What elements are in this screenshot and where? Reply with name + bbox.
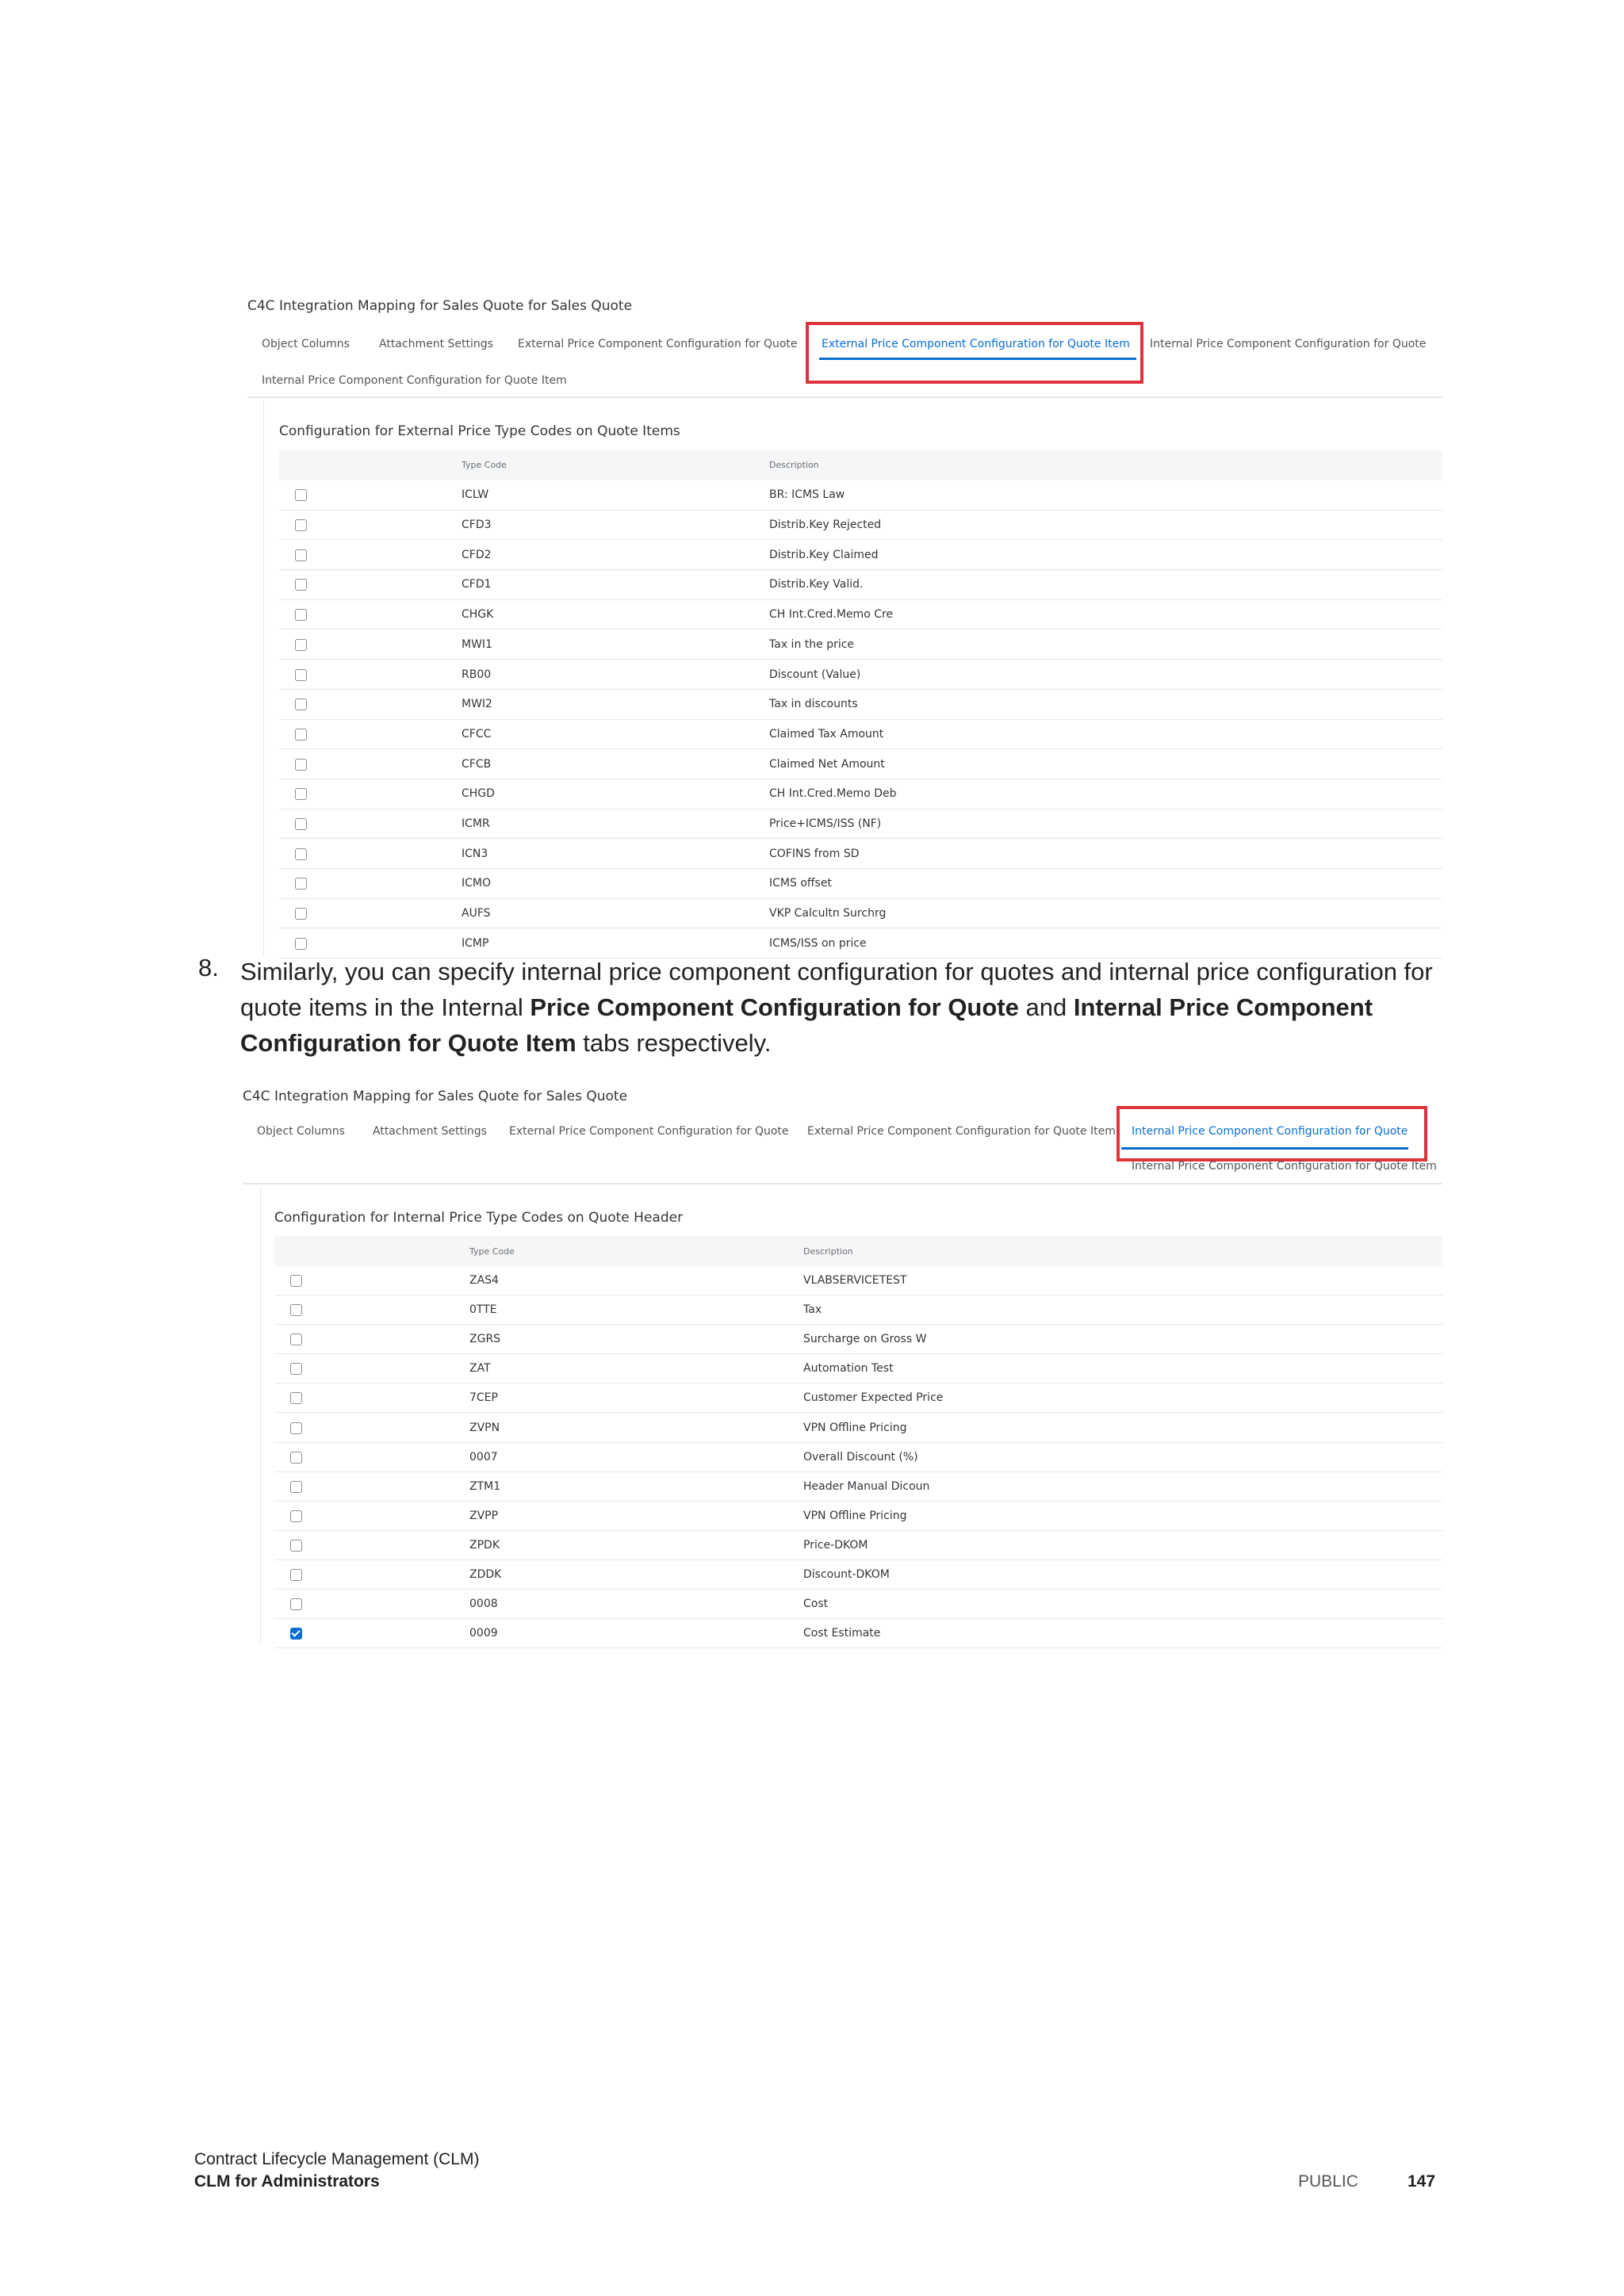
description-cell: COFINS from SD xyxy=(769,847,860,860)
description-cell: Tax xyxy=(803,1303,822,1317)
type-code-cell: 0009 xyxy=(469,1627,498,1640)
row-checkbox[interactable] xyxy=(295,609,307,621)
description-cell: BR: ICMS Law xyxy=(769,488,845,502)
tab-external-price-quote[interactable]: External Price Component Configuration for Quote xyxy=(509,1125,789,1138)
description-cell: CH Int.Cred.Memo Cre xyxy=(769,608,894,622)
highlight-box xyxy=(1116,1106,1427,1161)
row-checkbox[interactable] xyxy=(290,1452,302,1464)
row-checkbox[interactable] xyxy=(295,848,307,860)
description-cell: Distrib.Key Claimed xyxy=(769,548,879,561)
table-header xyxy=(279,450,1442,480)
type-code-cell: CFCB xyxy=(462,757,492,771)
table-row[interactable] xyxy=(274,1502,1442,1531)
row-checkbox[interactable] xyxy=(295,788,307,800)
row-checkbox[interactable] xyxy=(295,698,307,710)
row-checkbox[interactable] xyxy=(295,549,307,561)
type-code-cell: ICN3 xyxy=(462,847,488,860)
footer-page-number: 147 xyxy=(1408,2172,1436,2191)
row-checkbox[interactable] xyxy=(295,908,307,920)
panel-left-border xyxy=(263,400,264,955)
table-row[interactable] xyxy=(274,1325,1442,1354)
type-code-cell: ZVPN xyxy=(469,1421,500,1434)
table-row[interactable] xyxy=(274,1354,1442,1383)
type-code-cell: 7CEP xyxy=(469,1391,498,1405)
description-cell: Price+ICMS/ISS (NF) xyxy=(769,817,882,831)
type-code-cell: CFD1 xyxy=(462,578,492,591)
type-code-cell: 0TTE xyxy=(469,1303,497,1317)
panel-left-border xyxy=(260,1187,261,1643)
type-code-cell: CFD2 xyxy=(462,548,492,561)
row-checkbox[interactable] xyxy=(295,519,307,531)
description-cell: Cost xyxy=(803,1598,829,1611)
tab-attachment-settings[interactable]: Attachment Settings xyxy=(373,1125,487,1138)
tab-external-price-quote-item[interactable]: External Price Component Configuration for Quote Item xyxy=(807,1125,1116,1138)
description-cell: Price-DKOM xyxy=(803,1538,868,1552)
row-checkbox[interactable] xyxy=(290,1304,302,1316)
row-checkbox[interactable] xyxy=(290,1598,302,1610)
description-cell: ICMS offset xyxy=(769,877,832,890)
row-checkbox[interactable] xyxy=(290,1628,302,1640)
column-header-description: Description xyxy=(803,1246,853,1257)
table-row[interactable] xyxy=(274,1443,1442,1472)
description-cell: VPN Offline Pricing xyxy=(803,1421,907,1434)
type-code-cell: ZAS4 xyxy=(469,1274,499,1288)
description-cell: Claimed Net Amount xyxy=(769,757,885,771)
description-cell: Surcharge on Gross W xyxy=(803,1333,927,1346)
row-checkbox[interactable] xyxy=(295,669,307,681)
description-cell: Header Manual Dicoun xyxy=(803,1479,930,1493)
table-row[interactable] xyxy=(279,690,1442,720)
table-row[interactable] xyxy=(274,1414,1442,1443)
type-code-cell: ICMR xyxy=(462,817,490,831)
tab-internal-price-quote-item[interactable]: Internal Price Component Configuration for Quote Item xyxy=(262,374,567,387)
type-code-cell: ICMP xyxy=(462,936,489,950)
type-code-cell: ICLW xyxy=(462,488,489,502)
type-code-cell: ZAT xyxy=(469,1362,491,1376)
tab-bar-separator xyxy=(247,396,1442,398)
description-cell: Tax in discounts xyxy=(769,698,858,711)
row-checkbox[interactable] xyxy=(295,729,307,740)
type-code-cell: ZGRS xyxy=(469,1333,501,1346)
type-code-cell: CHGK xyxy=(462,608,494,622)
description-cell: Automation Test xyxy=(803,1362,894,1376)
table-row[interactable] xyxy=(274,1295,1442,1325)
description-cell: ICMS/ISS on price xyxy=(769,936,867,950)
tab-internal-price-quote[interactable]: Internal Price Component Configuration for Quote xyxy=(1132,1125,1408,1138)
description-cell: Claimed Tax Amount xyxy=(769,727,884,740)
row-checkbox[interactable] xyxy=(295,818,307,830)
type-code-cell: ZTM1 xyxy=(469,1479,501,1493)
table-row[interactable] xyxy=(279,720,1442,750)
column-header-type-code: Type Code xyxy=(462,460,507,470)
row-checkbox[interactable] xyxy=(295,639,307,651)
description-cell: Customer Expected Price xyxy=(803,1391,944,1405)
type-code-cell: CHGD xyxy=(462,787,495,801)
row-checkbox[interactable] xyxy=(290,1363,302,1375)
column-header-description: Description xyxy=(769,460,819,470)
description-cell: Overall Discount (%) xyxy=(803,1450,918,1464)
type-code-cell: ZVPP xyxy=(469,1509,499,1522)
type-code-cell: ICMO xyxy=(462,877,492,890)
table-row[interactable] xyxy=(279,540,1442,570)
row-checkbox[interactable] xyxy=(290,1422,302,1434)
tab-object-columns[interactable]: Object Columns xyxy=(262,338,350,350)
table-row[interactable] xyxy=(279,511,1442,541)
description-cell: Tax in the price xyxy=(769,637,855,651)
row-checkbox[interactable] xyxy=(290,1540,302,1552)
type-code-cell: CFCC xyxy=(462,727,492,740)
table-header xyxy=(274,1236,1442,1266)
column-header-type-code: Type Code xyxy=(469,1246,515,1257)
table-row[interactable] xyxy=(279,899,1442,929)
table-row[interactable] xyxy=(274,1590,1442,1619)
row-checkbox[interactable] xyxy=(290,1510,302,1522)
description-cell: Distrib.Key Rejected xyxy=(769,519,882,532)
description-cell: VLABSERVICETEST xyxy=(803,1274,907,1288)
row-checkbox[interactable] xyxy=(295,938,307,950)
tab-internal-price-quote-item[interactable]: Internal Price Component Configuration for Quote Item xyxy=(1132,1160,1437,1173)
tab-attachment-settings[interactable]: Attachment Settings xyxy=(379,338,493,350)
description-cell: Discount (Value) xyxy=(769,668,861,681)
table-row[interactable] xyxy=(279,839,1442,869)
row-checkbox[interactable] xyxy=(290,1481,302,1493)
table-row[interactable] xyxy=(279,600,1442,630)
type-code-cell: ZDDK xyxy=(469,1568,502,1582)
footer-section: CLM for Administrators xyxy=(194,2172,380,2191)
screen-title: C4C Integration Mapping for Sales Quote for Sales Quote xyxy=(247,298,633,314)
footer-classification: PUBLIC xyxy=(1298,2172,1358,2191)
table-row[interactable] xyxy=(274,1383,1442,1413)
tab-object-columns[interactable]: Object Columns xyxy=(257,1125,345,1138)
table-row[interactable] xyxy=(279,480,1442,511)
table-row[interactable] xyxy=(274,1472,1442,1502)
description-cell: Cost Estimate xyxy=(803,1627,881,1640)
table-row[interactable] xyxy=(279,630,1442,660)
bold-tab-name-1: Price Component Configuration for Quote xyxy=(530,993,1019,1021)
description-cell: VKP Calcultn Surchrg xyxy=(769,907,887,920)
row-checkbox[interactable] xyxy=(295,489,307,501)
row-checkbox[interactable] xyxy=(290,1275,302,1287)
highlight-box xyxy=(806,322,1143,384)
screen-title: C4C Integration Mapping for Sales Quote for Sales Quote xyxy=(243,1089,628,1104)
table-row[interactable] xyxy=(279,809,1442,840)
footer-doc-title: Contract Lifecycle Management (CLM) xyxy=(194,2150,480,2168)
type-code-cell: 0007 xyxy=(469,1450,498,1464)
table-row[interactable] xyxy=(274,1266,1442,1295)
description-cell: CH Int.Cred.Memo Deb xyxy=(769,787,897,801)
table-row[interactable] xyxy=(279,779,1442,809)
type-code-cell: CFD3 xyxy=(462,519,492,532)
table-row[interactable] xyxy=(274,1619,1442,1648)
table-row[interactable] xyxy=(274,1531,1442,1560)
row-checkbox[interactable] xyxy=(290,1392,302,1404)
row-checkbox[interactable] xyxy=(295,759,307,771)
type-code-cell: MWI1 xyxy=(462,637,492,651)
type-code-cell: RB00 xyxy=(462,668,492,681)
tab-external-price-quote-item[interactable]: External Price Component Configuration for Quote Item xyxy=(822,338,1130,350)
row-checkbox[interactable] xyxy=(295,579,307,591)
type-code-cell: MWI2 xyxy=(462,698,492,711)
row-checkbox[interactable] xyxy=(295,878,307,890)
description-cell: Discount-DKOM xyxy=(803,1568,890,1582)
type-code-cell: 0008 xyxy=(469,1598,498,1611)
description-cell: VPN Offline Pricing xyxy=(803,1509,907,1522)
table-row[interactable] xyxy=(279,660,1442,690)
tab-external-price-quote[interactable]: External Price Component Configuration for Quote xyxy=(518,338,798,350)
type-code-cell: AUFS xyxy=(462,907,491,920)
type-code-cell: ZPDK xyxy=(469,1538,500,1552)
section-title: Configuration for Internal Price Type Codes on Quote Header xyxy=(274,1210,684,1226)
description-cell: Distrib.Key Valid. xyxy=(769,578,864,591)
table-row[interactable] xyxy=(274,1560,1442,1590)
table-row[interactable] xyxy=(279,570,1442,600)
tab-bar-separator xyxy=(243,1183,1442,1184)
tab-internal-price-quote[interactable]: Internal Price Component Configuration for Quote xyxy=(1150,338,1427,350)
table-row[interactable] xyxy=(279,749,1442,779)
row-checkbox[interactable] xyxy=(290,1569,302,1581)
step-number: 8. xyxy=(198,954,219,982)
table-row[interactable] xyxy=(279,869,1442,899)
bold-tab-name-2: Internal Price Component Configuration for Quote Item xyxy=(240,993,1373,1057)
section-title: Configuration for External Price Type Codes on Quote Items xyxy=(279,423,680,439)
step-text: Similarly, you can specify internal price component configuration for quotes and internal price configuration for quote items in the Internal Price Component Configuration for Quote and Internal Price Component Configuration for Quote Item tabs respectively. xyxy=(240,958,1433,1057)
row-checkbox[interactable] xyxy=(290,1334,302,1345)
